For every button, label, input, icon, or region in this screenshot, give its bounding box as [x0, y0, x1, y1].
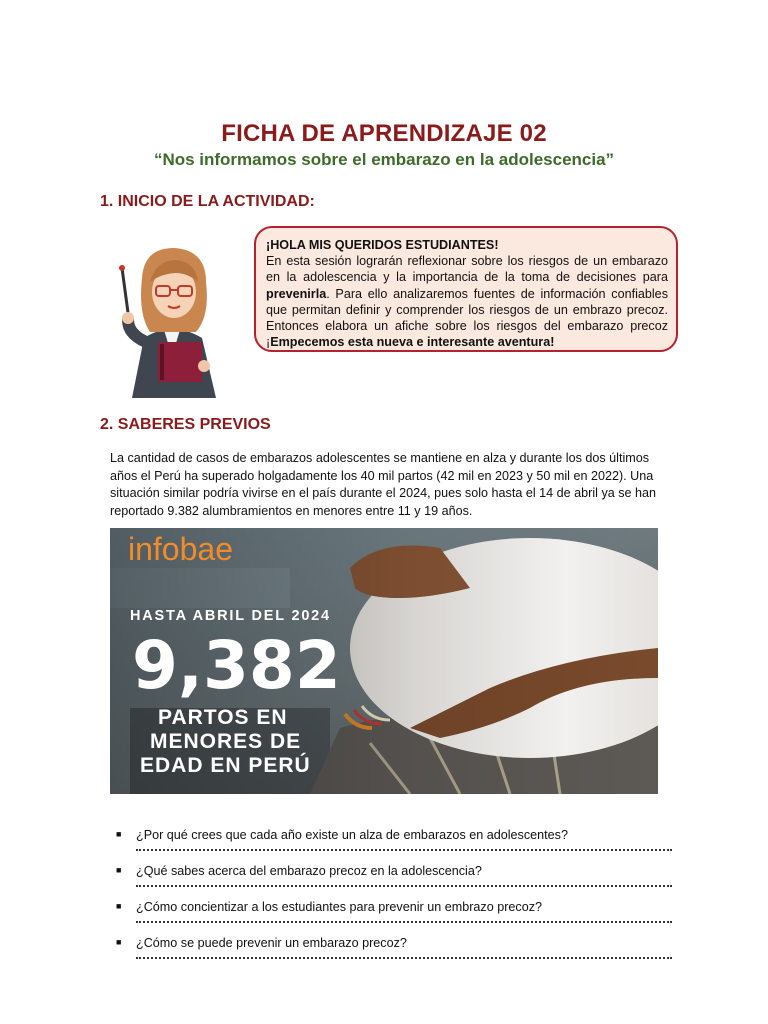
callout-closing: Empecemos esta nueva e interesante aventura!	[270, 335, 555, 350]
page-subtitle: “Nos informamos sobre el embarazo en la adolescencia”	[153, 150, 615, 169]
image-number: 9,382	[132, 627, 341, 704]
callout-body-2: . Para ello analizaremos fuentes de información confiables que permitan definir y comprender los riesgos de un embrazo precoz. Entonces elabora un afiche sobre los riesgos del embarazo precoz ¡	[266, 286, 668, 350]
infobae-image	[110, 528, 658, 794]
callout-body-1: En esta sesión lograrán reflexionar sobre los riesgos de un embarazo en la adolescencia y la importancia de la toma de decisiones para	[266, 254, 668, 285]
question-text: ¿Qué sabes acerca del embarazo precoz en la adolescencia?	[136, 864, 482, 878]
teacher-illustration	[84, 238, 260, 400]
section-heading-saberes: 2. SABERES PREVIOS	[100, 416, 271, 433]
image-line-1: PARTOS EN	[158, 706, 288, 729]
bullet-icon: ■	[116, 865, 122, 875]
callout-body-bold: prevenirla	[266, 286, 327, 301]
image-line-2: MENORES DE	[150, 730, 302, 753]
question-item	[114, 936, 674, 972]
answer-line[interactable]	[136, 849, 672, 851]
bullet-icon: ■	[116, 829, 122, 839]
question-text: ¿Por qué crees que cada año existe un alza de embarazos en adolescentes?	[136, 828, 568, 842]
pointer-tip	[119, 265, 125, 271]
question-text: ¿Cómo se puede prevenir un embarazo precoz?	[136, 936, 407, 950]
question-text: ¿Cómo concientizar a los estudiantes para prevenir un embrazo precoz?	[136, 900, 543, 914]
question-item	[114, 828, 674, 864]
callout-greeting: ¡HOLA MIS QUERIDOS ESTUDIANTES!	[266, 238, 499, 252]
question-list	[114, 828, 674, 972]
bullet-icon: ■	[116, 901, 122, 911]
answer-line[interactable]	[136, 921, 672, 923]
question-item	[114, 900, 674, 936]
infobae-logo: infobae	[128, 531, 233, 567]
welcome-callout	[254, 226, 678, 352]
image-kicker: HASTA ABRIL DEL 2024	[130, 608, 331, 624]
question-item	[114, 864, 674, 900]
left-hand	[122, 312, 134, 324]
right-hand	[198, 360, 210, 372]
book	[158, 342, 202, 382]
image-line-3: EDAD EN PERÚ	[140, 754, 311, 777]
answer-line[interactable]	[136, 957, 672, 959]
bullet-icon: ■	[116, 937, 122, 947]
answer-line[interactable]	[136, 885, 672, 887]
section-heading-inicio: 1. INICIO DE LA ACTIVIDAD:	[100, 193, 315, 210]
intro-paragraph: La cantidad de casos de embarazos adolescentes se mantiene en alza y durante los dos últimos años el Perú ha superado holgadamente los 40 mil partos (42 mil en 2023 y 50 mil en 2022). Una situación similar podría vivirse en el país durante el 2024, pues solo hasta el 14 de abril ya se han reportado 9.382 alumbramientos en menores entre 11 y 19 años.	[110, 451, 657, 518]
page-title: FICHA DE APRENDIZAJE 02	[221, 120, 547, 147]
